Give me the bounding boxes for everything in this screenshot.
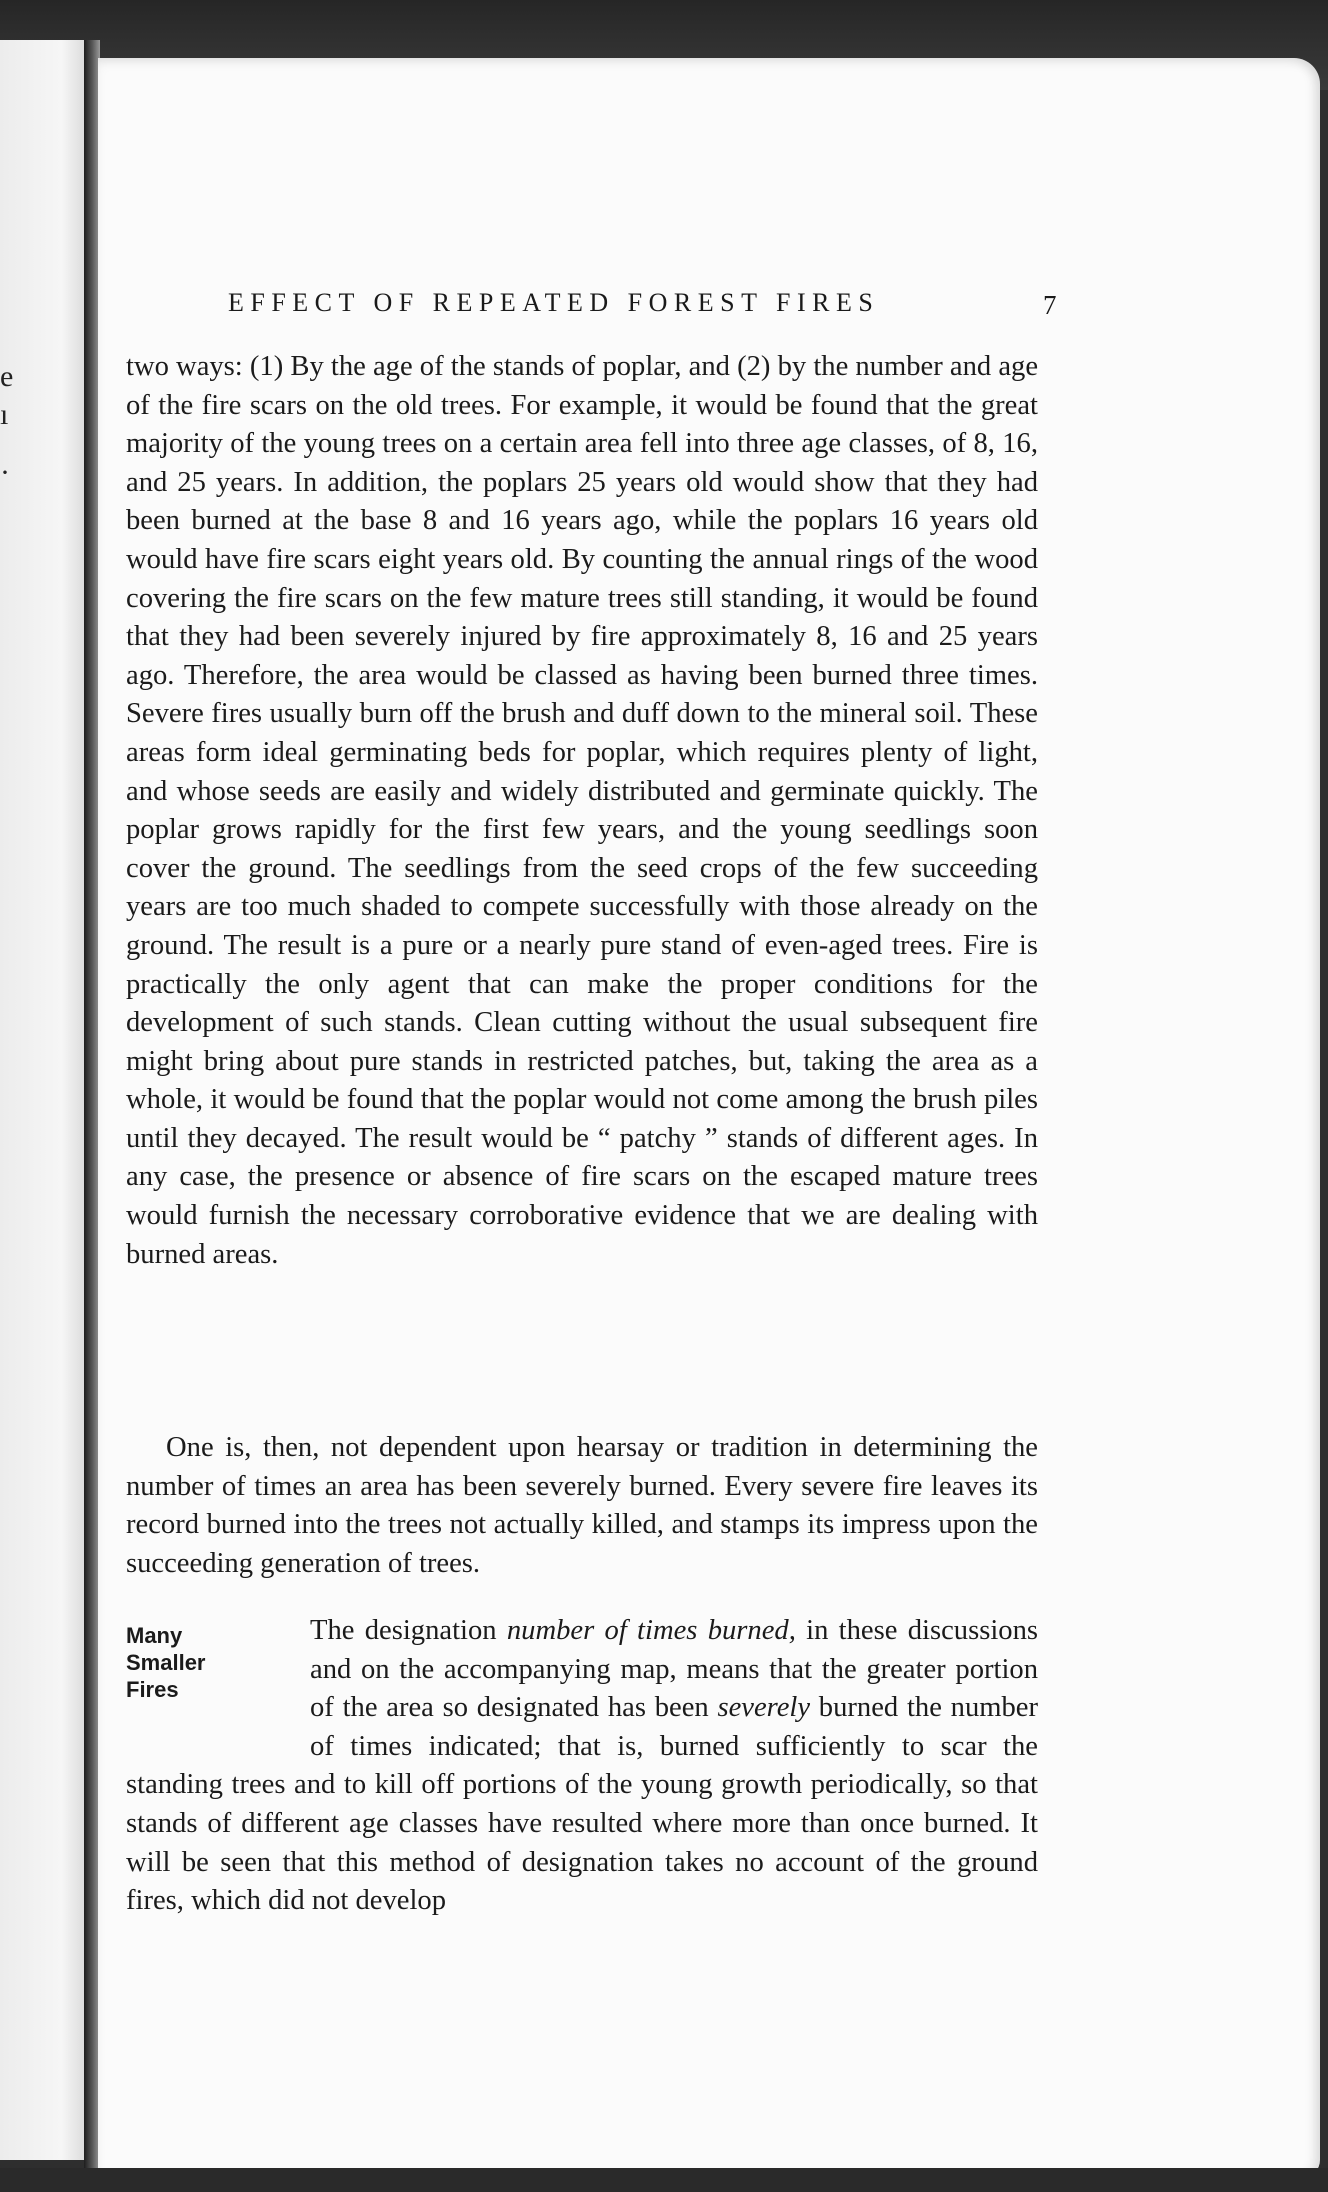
facing-page-fragment: ı: [0, 398, 9, 431]
scan-background-bottom: [0, 2168, 1328, 2192]
paragraph-text: The designation: [310, 1615, 507, 1646]
sidenote-line: Fires: [126, 1677, 179, 1702]
paragraph-text: burned the number of times indicated; that is, burned sufficiently to scar the standing trees and to kill off portions of the young growth periodically, so that stands of different age classes have resulted where more than once burned. It will be seen that this method of designation takes no account of the ground fires, which did not develop: [126, 1692, 1038, 1917]
running-header: EFFECT OF REPEATED FOREST FIRES: [228, 288, 880, 317]
facing-page-fragment: ·: [0, 456, 10, 489]
italic-term: number of times burned,: [506, 1615, 796, 1646]
facing-page-edge: [0, 40, 88, 2160]
margin-sidenote: [126, 1622, 310, 1740]
body-paragraph: two ways: (1) By the age of the stands of poplar, and (2) by the number and age of the fire scars on the old trees. For example, it would be found that the great majority of the young trees on a certain area fell into three age classes, of 8, 16, and 25 years. In addition, the poplars 25 years old would show that they had been burned at the base 8 and 16 years ago, while the poplars 16 years old would have fire scars eight years old. By counting the annual rings of the wood covering the fire scars on the few mature trees still standing, it would be found that they had been severely injured by fire approximately 8, 16 and 25 years ago. Therefore, the area would be classed as having been burned three times. Severe fires usually burn off the brush and duff down to the mineral soil. These areas form ideal germinating beds for poplar, which requires plenty of light, and whose seeds are easily and widely distributed and germinate quickly. The poplar grows rapidly for the first few years, and the young seedlings soon cover the ground. The seedlings from the seed crops of the few succeeding years are too much shaded to compete successfully with those already on the ground. The result is a pure or a nearly pure stand of even-aged trees. Fire is practically the only agent that can make the proper conditions for the development of such stands. Clean cutting without the usual subsequent fire might bring about pure stands in restricted patches, but, taking the area as a whole, it would be found that the poplar would not come among the brush piles until they decayed. The result would be “ patchy ” stands of different ages. In any case, the presence or absence of fire scars on the escaped mature trees would furnish the necessary corroborative evidence that we are dealing with burned areas.: [126, 351, 1039, 1270]
italic-term: severely: [717, 1692, 811, 1724]
sidenote-line: Many: [126, 1623, 183, 1648]
sidenote-line: Smaller: [126, 1650, 206, 1675]
page-number: 7: [1043, 290, 1057, 320]
paragraph-text: in these discussions and on the accompanying map, means that the greater portion of the area so designated has been: [310, 1615, 1038, 1724]
facing-page-fragment: e: [0, 360, 14, 393]
body-paragraph-with-sidenote: [126, 1612, 1038, 1921]
body-paragraph: One is, then, not dependent upon hearsay or tradition in determining the number of times an area has been severely burned. Every severe fire leaves its record burned into the trees not actually killed, and stamps its impress upon the succeeding generation of trees.: [126, 1432, 1038, 1579]
